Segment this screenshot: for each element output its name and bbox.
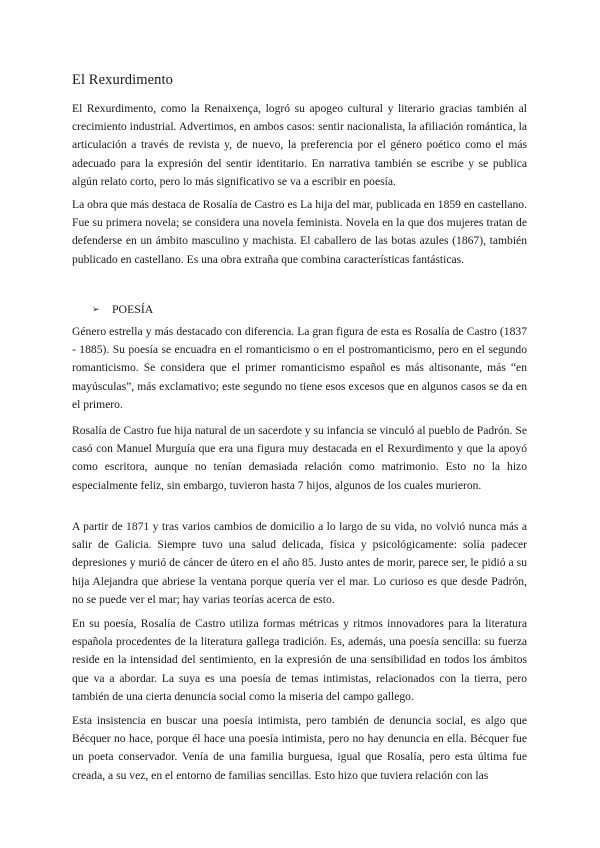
paragraph-intro: El Rexurdimento, como la Renaixença, logró su apogeo cultural y literario gracias también al crecimiento industrial. Advertimos, en ambos casos: sentir nacionalista, la afiliación romántica, la articulación a través de revista y, de nuevo, la preferencia por el género poético como el más adecuado para la expresión del sentir identitario. En narrativa también se escribe y se publica algún relato corto, pero lo más significativo se va a escribir en poesía. (72, 102, 527, 188)
section-heading-label: POESÍA (112, 302, 154, 316)
section-heading-poesia (92, 302, 153, 317)
paragraph-biografia: Rosalía de Castro fue hija natural de un sacerdote y su infancia se vinculó al pueblo de Padrón. Se casó con Manuel Murguía que era una figura muy destacada en el Rexurdimento y que la apoyó como escritora, aunque no tenían demasiada relación como matrimonio. Esto no la hizo especialmente feliz, sin embargo, tuvieron hasta 7 hijos, algunos de los cuales murieron. (72, 424, 527, 492)
paragraph-rosalia-novels: La obra que más destaca de Rosalía de Castro es La hija del mar, publicada en 1859 en castellano. Fue su primera novela; se considera una novela feminista. Novela en la que dos mujeres tratan de defenderse en un ámbito masculino y machista. El caballero de las botas azules (1867), también publicado en castellano. Es una obra extraña que combina características fantásticas. (72, 198, 527, 266)
paragraph-poesia-rosalia: En su poesía, Rosalía de Castro utiliza formas métricas y ritmos innovadores para la literatura española procedentes de la literatura gallega tradición. Es, además, una poesía sencilla: su fuerza reside en la intensidad del sentimiento, en la expresión de una sensibilidad en todos los ámbitos que va a abordar. La suya es una poesía de temas intimistas, relacionados con la tierra, pero también de una cierta denuncia social como la miseria del campo gallego. (72, 617, 527, 703)
paragraph-becquer: Esta insistencia en buscar una poesía intimista, pero también de denuncia social, es algo que Bécquer no hace, porque él hace una poesía intimista, pero no hay denuncia en ella. Bécquer fue un poeta conservador. Venía de una familia burguesa, igual que Rosalía, pero esta última fue creada, a su vez, en el entorno de familias sencillas. Esto hizo que tuviera relación con las (72, 714, 527, 782)
paragraph-genero-estrella: Género estrella y más destacado con diferencia. La gran figura de esta es Rosalía de Castro (1837 - 1885). Su poesía se encuadra en el romanticismo o en el postromanticismo, pero en el segundo romanticismo. Se considera que el primer romanticismo español es más altisonante, más “en mayúsculas”, más exclamativo; este segundo no tiene esos excesos que en algunos casos se da en el primero. (72, 325, 527, 411)
document-title: El Rexurdimento (72, 72, 173, 88)
arrow-bullet-icon: ➢ (92, 304, 100, 315)
paragraph-galicia: A partir de 1871 y tras varios cambios de domicilio a lo largo de su vida, no volvió nunca más a salir de Galicia. Siempre tuvo una salud delicada, física y psicológicamente: solía padecer depresiones y murió de cáncer de útero en el año 85. Justo antes de morir, parece ser, le pidió a su hija Alejandra que abriese la ventana porque quería ver el mar. Lo curioso es que desde Padrón, no se puede ver el mar; hay varias teorías acerca de esto. (72, 520, 527, 606)
